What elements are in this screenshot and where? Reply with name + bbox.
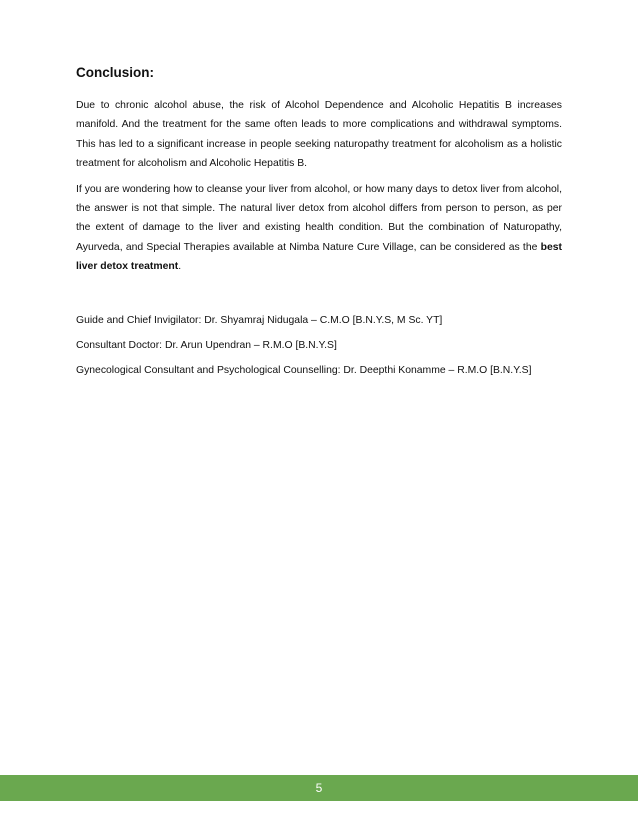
paragraph-2-text: If you are wondering how to cleanse your liver from alcohol, or how many days to detox liver from alcohol, the answer is not that simple. The natural liver detox from alcohol differs from person to person, as per the extent of damage to the liver and existing health condition. But the combination of Naturopathy, Ayurveda, and Special Therapies available at Nimba Nature Cure Village, can be considered as the (76, 183, 562, 253)
paragraph-1: Due to chronic alcohol abuse, the risk of Alcohol Dependence and Alcoholic Hepatitis B increases manifold. And the treatment for the same often leads to more complications and withdrawal symptoms. This has led to a significant increase in people seeking naturopathy treatment for alcoholism as a holistic treatment for alcoholism and Alcoholic Hepatitis B. (76, 100, 562, 170)
credit-line-consultant: Consultant Doctor: Dr. Arun Upendran – R.M.O [B.N.Y.S] (76, 340, 337, 352)
section-heading: Conclusion: (76, 65, 154, 80)
paragraph-2-end: . (178, 261, 182, 273)
credit-line-guide: Guide and Chief Invigilator: Dr. Shyamraj Nidugala – C.M.O [B.N.Y.S, M Sc. YT] (76, 314, 443, 326)
paragraph-2-bold-text: best liver detox treatment (76, 241, 562, 273)
credit-line-gynecological: Gynecological Consultant and Psychological Counselling: Dr. Deepthi Konamme – R.M.O [B.N.Y.S] (76, 365, 532, 377)
footer-bar (0, 775, 638, 801)
paragraph-2 (76, 180, 562, 277)
page-number: 5 (315, 781, 323, 795)
page-content (76, 64, 562, 387)
spacer (76, 283, 562, 311)
